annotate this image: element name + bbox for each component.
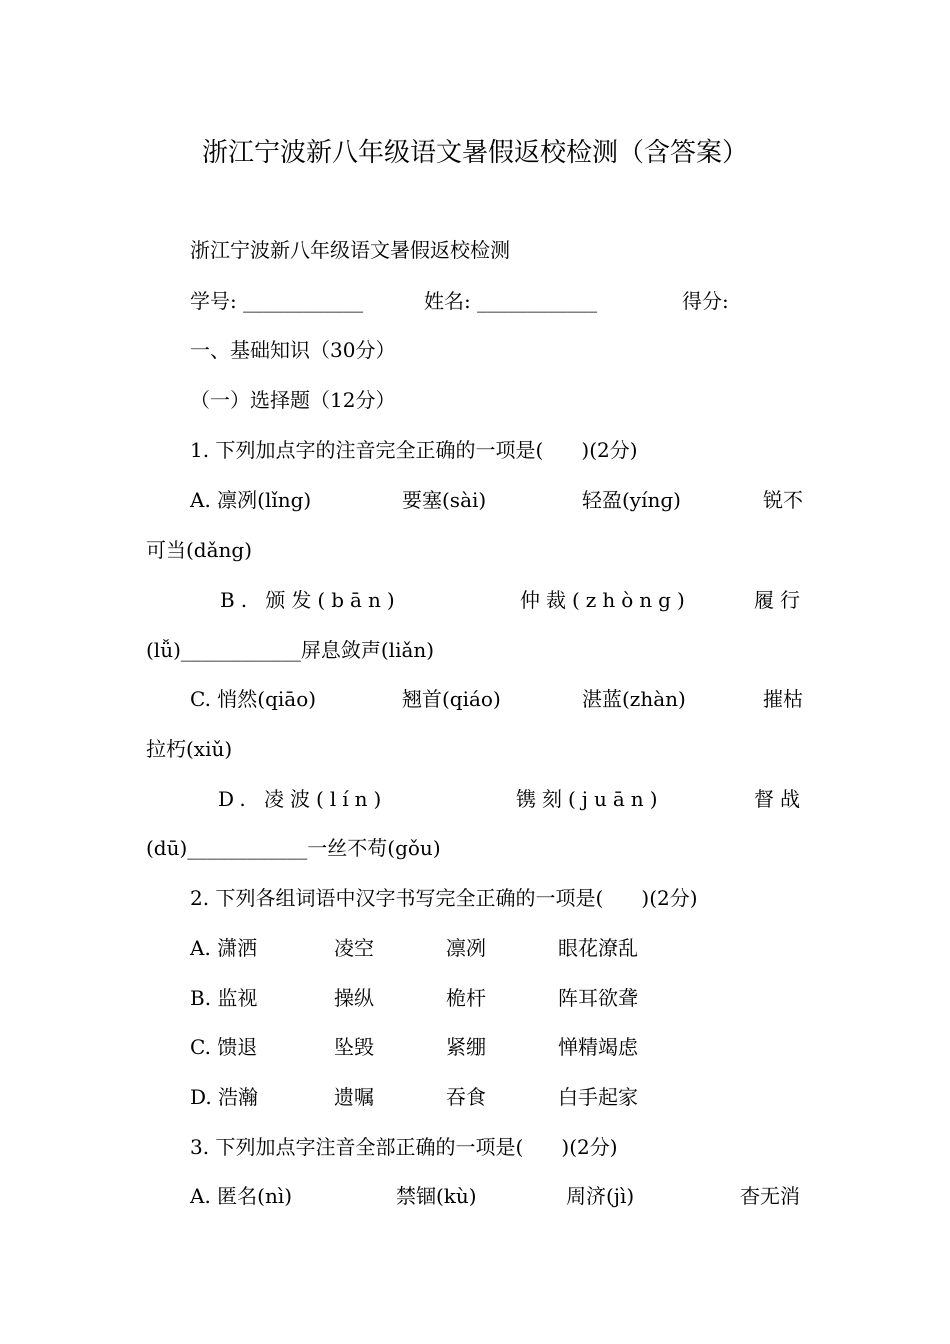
q1-option-c-continuation: 拉朽(xiǔ)	[146, 737, 233, 761]
q2-option-a-word2: 凌空	[334, 936, 374, 960]
q2-option-b-word2: 操纵	[334, 986, 374, 1010]
q1-option-a-item3: 轻盈(yínɡ)	[582, 488, 681, 512]
q3-option-a-item2: 禁锢(kù)	[396, 1184, 477, 1208]
score-field: 得分:	[682, 289, 729, 313]
q3-option-a-item4: 杳无消	[740, 1184, 800, 1208]
q1-option-a-item1: A. 凛冽(lǐng)	[190, 488, 312, 512]
student-id-field: 学号: ____________	[190, 289, 364, 313]
question-3-stem: 3. 下列加点字注音全部正确的一项是( )(2分)	[190, 1135, 618, 1159]
q1-option-c-item4: 摧枯	[763, 687, 803, 711]
document-title: 浙江宁波新八年级语文暑假返校检测（含答案）	[201, 138, 748, 168]
q2-option-c-word1: C. 馈退	[190, 1035, 258, 1059]
q1-option-d-item2: 镌刻(juān)	[516, 787, 664, 811]
section-heading: 一、基础知识（30分）	[190, 338, 396, 362]
q3-option-a-item3: 周济(jì)	[566, 1184, 635, 1208]
q2-option-d-word2: 遗嘱	[334, 1085, 374, 1109]
subsection-heading: （一）选择题（12分）	[190, 388, 396, 412]
q2-option-d-word4: 白手起家	[558, 1085, 638, 1109]
subtitle: 浙江宁波新八年级语文暑假返校检测	[190, 238, 510, 262]
q2-option-c-word2: 坠毁	[334, 1035, 374, 1059]
question-2-stem: 2. 下列各组词语中汉字书写完全正确的一项是( )(2分)	[190, 886, 698, 910]
q1-option-b-item1: B. 颁发(bān)	[220, 588, 401, 612]
q1-option-a-continuation: 可当(dǎng)	[146, 538, 253, 562]
q1-option-c-item3: 湛蓝(zhàn)	[582, 687, 686, 711]
q2-option-b-word3: 桅杆	[446, 986, 486, 1010]
q1-option-b-item3: 履行	[754, 588, 806, 612]
q1-option-a-item4: 锐不	[763, 488, 803, 512]
q2-option-d-word1: D. 浩瀚	[190, 1085, 259, 1109]
q1-option-d-item3: 督战	[754, 787, 806, 811]
q2-option-c-word3: 紧绷	[446, 1035, 486, 1059]
q1-option-d-continuation: (dū)____________一丝不苟(gǒu)	[146, 836, 441, 860]
q2-option-b-word4: 阵耳欲聋	[558, 986, 638, 1010]
q2-option-a-word1: A. 潇洒	[190, 936, 258, 960]
name-field: 姓名: ____________	[424, 289, 598, 313]
q1-option-a-item2: 要塞(sài)	[402, 488, 487, 512]
q2-option-a-word3: 凛冽	[446, 936, 486, 960]
q2-option-a-word4: 眼花潦乱	[558, 936, 638, 960]
q1-option-b-continuation: (lǚ)____________屏息敛声(liǎn)	[146, 638, 435, 662]
q3-option-a-item1: A. 匿名(nì)	[190, 1184, 293, 1208]
q1-option-d-item1: D. 凌波(lín)	[218, 787, 388, 811]
q2-option-d-word3: 吞食	[446, 1085, 486, 1109]
q1-option-c-item2: 翘首(qiáo)	[402, 687, 501, 711]
q1-option-c-item1: C. 悄然(qiāo)	[190, 687, 317, 711]
q2-option-c-word4: 惮精竭虑	[558, 1035, 638, 1059]
q2-option-b-word1: B. 监视	[190, 986, 258, 1010]
question-1-stem: 1. 下列加点字的注音完全正确的一项是( )(2分)	[190, 438, 638, 462]
q1-option-b-item2: 仲裁(zhòng)	[520, 588, 691, 612]
